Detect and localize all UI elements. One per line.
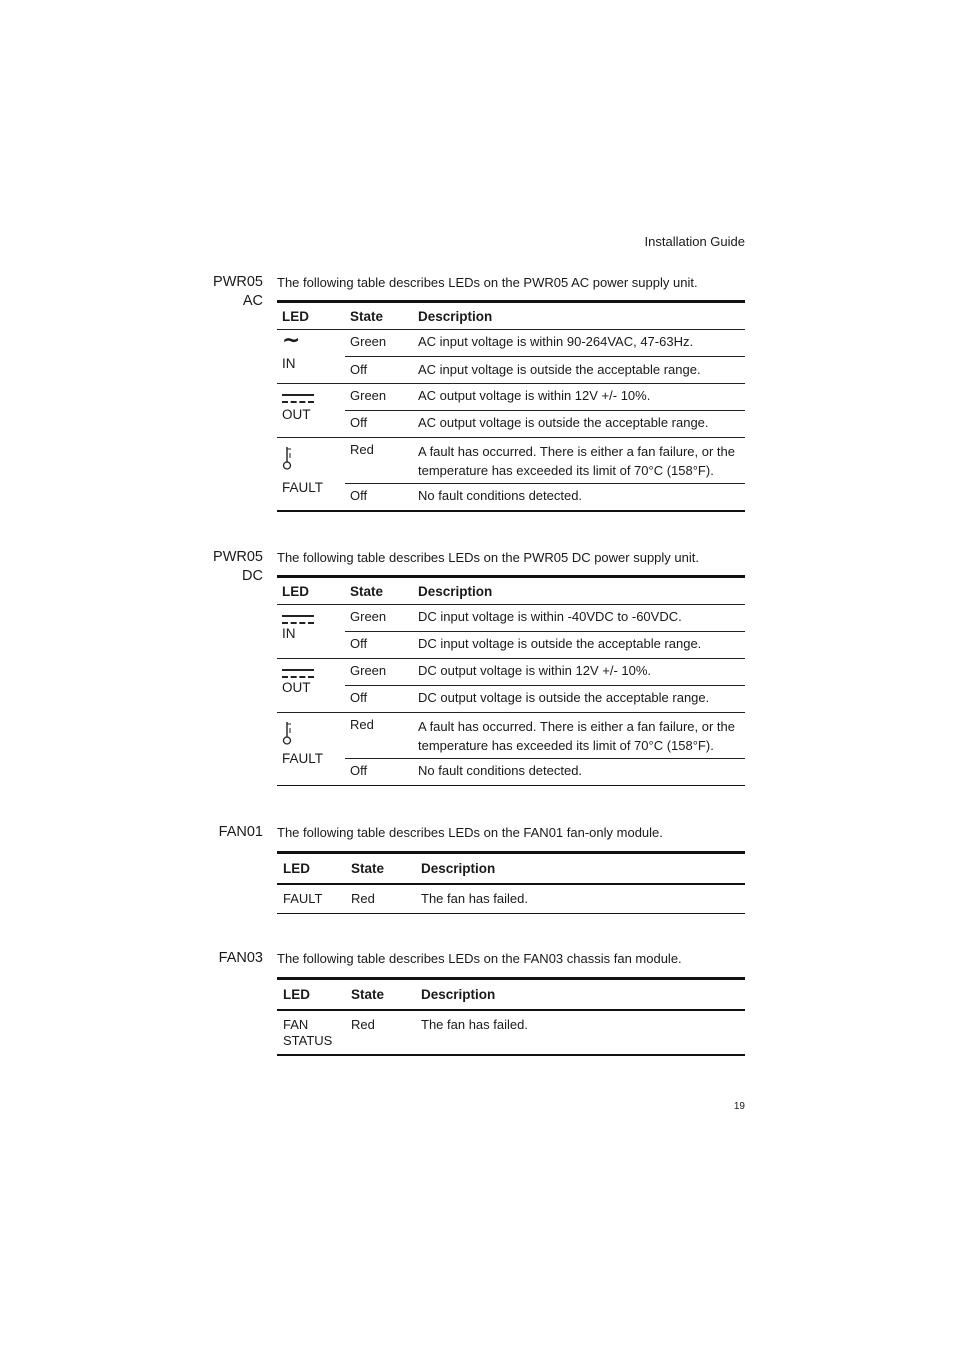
dc-symbol-icon [282, 669, 314, 678]
led-table-pwr05-dc [277, 575, 745, 786]
description-cell: AC input voltage is outside the acceptable range. [413, 357, 745, 384]
col-state: State [350, 583, 384, 599]
table-row [277, 884, 745, 914]
state-cell: Green [345, 659, 413, 686]
state-cell: Green [345, 330, 413, 357]
section-intro: The following table describes LEDs on the FAN01 fan-only module. [277, 825, 663, 840]
thermometer-icon [282, 446, 294, 470]
page-number: 19 [733, 1101, 745, 1112]
col-led: LED [283, 860, 310, 876]
col-led: LED [283, 986, 310, 1002]
dc-symbol-icon [282, 394, 314, 403]
state-cell: Red [345, 438, 413, 484]
state-cell: Red [345, 713, 413, 759]
section-label [200, 548, 263, 586]
table-row [277, 384, 745, 411]
table-row [277, 632, 745, 659]
state-cell: Off [345, 686, 413, 713]
description-cell: A fault has occurred. There is either a fan failure, or the temperature has exceeded its limit of 70°C (158°F). [413, 438, 745, 484]
description-cell: The fan has failed. [421, 1016, 528, 1032]
state-cell: Off [345, 484, 413, 511]
section-label [200, 273, 263, 311]
section-intro: The following table describes LEDs on the PWR05 DC power supply unit. [277, 550, 699, 565]
description-cell: No fault conditions detected. [413, 759, 745, 786]
led-label: IN [282, 356, 296, 371]
description-cell: AC output voltage is within 12V +/- 10%. [413, 384, 745, 411]
description-cell: AC input voltage is within 90-264VAC, 47-63Hz. [413, 330, 745, 357]
description-cell: No fault conditions detected. [413, 484, 745, 511]
section-label: FAN03 [218, 950, 263, 966]
col-led: LED [282, 583, 309, 599]
led-label [277, 1010, 346, 1055]
state-cell: Green [345, 605, 413, 632]
state-cell: Off [345, 357, 413, 384]
section-intro: The following table describes LEDs on the PWR05 AC power supply unit. [277, 275, 698, 290]
description-cell: DC output voltage is outside the acceptable range. [413, 686, 745, 713]
col-description: Description [418, 308, 493, 324]
col-description: Description [421, 860, 496, 876]
state-cell: Off [345, 411, 413, 438]
description-cell: DC output voltage is within 12V +/- 10%. [413, 659, 745, 686]
section-label-line2: AC [242, 293, 263, 309]
col-description: Description [421, 986, 496, 1002]
led-label: FAULT [283, 890, 323, 906]
led-label: OUT [282, 407, 311, 422]
state-cell: Off [345, 632, 413, 659]
table-row [277, 759, 745, 786]
led-label: IN [282, 626, 296, 641]
table-row [277, 330, 745, 357]
ac-sine-icon: ∼ [282, 327, 301, 352]
table-row [277, 713, 745, 759]
section-intro: The following table describes LEDs on the FAN03 chassis fan module. [277, 951, 682, 966]
description-cell: AC output voltage is outside the acceptable range. [413, 411, 745, 438]
table-row [277, 605, 745, 632]
state-cell: Red [351, 1016, 375, 1032]
state-cell: Green [345, 384, 413, 411]
led-label: FAULT [282, 751, 324, 766]
section-label-line2: DC [242, 568, 263, 584]
section-label-line1: PWR05 [213, 274, 263, 290]
thermometer-icon [282, 721, 294, 745]
col-led: LED [282, 308, 309, 324]
section-label-line1: PWR05 [213, 549, 263, 565]
table-row [277, 357, 745, 384]
dc-symbol-icon [282, 615, 314, 624]
table-row [277, 411, 745, 438]
led-table-pwr05-ac [277, 300, 745, 512]
table-row [277, 1010, 745, 1055]
col-description: Description [418, 583, 493, 599]
led-table-fan01 [277, 851, 745, 914]
table-row [277, 438, 745, 484]
description-cell: The fan has failed. [421, 890, 528, 906]
running-head: Installation Guide [644, 234, 745, 249]
led-label: OUT [282, 680, 311, 695]
table-row [277, 686, 745, 713]
led-label: FAULT [282, 480, 324, 495]
table-row [277, 659, 745, 686]
state-cell: Red [351, 890, 375, 906]
led-label-line2: STATUS [283, 1032, 333, 1048]
state-cell: Off [345, 759, 413, 786]
led-table-fan03 [277, 977, 745, 1056]
description-cell: DC input voltage is outside the acceptable range. [413, 632, 745, 659]
table-row [277, 484, 745, 511]
section-label: FAN01 [218, 824, 263, 840]
col-state: State [351, 986, 385, 1002]
description-cell: A fault has occurred. There is either a fan failure, or the temperature has exceeded its limit of 70°C (158°F). [413, 713, 745, 759]
col-state: State [350, 308, 384, 324]
description-cell: DC input voltage is within -40VDC to -60VDC. [413, 605, 745, 632]
col-state: State [351, 860, 385, 876]
led-label-line1: FAN [283, 1016, 309, 1032]
